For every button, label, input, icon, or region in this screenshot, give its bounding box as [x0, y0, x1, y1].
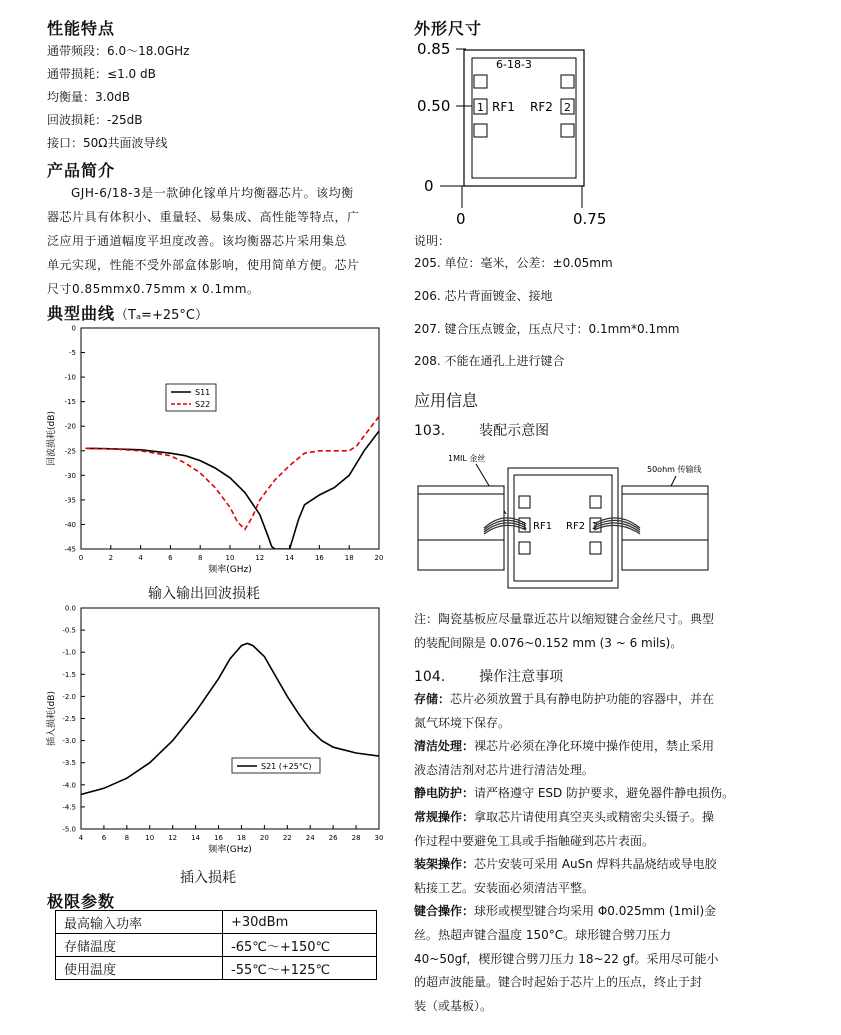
notes-title: 说明： [414, 234, 451, 248]
x-tick-label: 24 [305, 834, 315, 842]
wire-label: 1MIL 金丝 [448, 454, 486, 463]
note-item: 205. 单位：毫米，公差：±0.05mm [414, 256, 613, 270]
x-tick-label: 6 [168, 554, 173, 562]
y-tick-label: -15 [64, 398, 76, 407]
dim-y-bot: 0 [424, 177, 434, 195]
y-axis-label: 插入损耗(dB) [47, 691, 57, 746]
chip-inner-outline [472, 58, 576, 178]
assembly-heading: 103. 装配示意图 [414, 423, 550, 439]
bond-pad [561, 124, 574, 137]
x-tick-label: 10 [145, 834, 155, 842]
x-tick-label: 2 [108, 554, 114, 562]
table-row: 存储温度 -65℃～+150℃ [56, 934, 377, 957]
y-tick-label: -35 [64, 496, 76, 505]
limits-table [55, 910, 377, 980]
y-tick-label: 0 [71, 324, 76, 333]
plot-frame [81, 608, 379, 829]
perf-item: 均衡量：3.0dB [47, 90, 130, 104]
y-tick-label: -5 [69, 349, 76, 358]
series-line [86, 431, 380, 549]
y-tick-label: -3.0 [62, 737, 76, 746]
ops-item-bonding: 键合操作：球形或楔型键合均采用 Φ0.025mm (1mil)金 [414, 904, 717, 919]
note-item: 208. 不能在通孔上进行键合 [414, 354, 565, 368]
x-tick-label: 10 [225, 554, 235, 562]
section-title-application: 应用信息 [414, 391, 479, 410]
pad2-label: 2 [592, 521, 599, 532]
outline-drawing [410, 36, 630, 232]
x-axis-label: 频率(GHz) [208, 565, 252, 575]
x-tick-label: 4 [78, 834, 84, 842]
y-tick-label: -20 [64, 422, 76, 431]
bond-pad [561, 75, 574, 88]
chart2-caption: 插入损耗 [180, 870, 236, 886]
dim-x-left: 0 [456, 210, 466, 228]
x-tick-label: 18 [237, 834, 246, 842]
x-tick-label: 28 [351, 834, 361, 842]
x-tick-label: 16 [214, 834, 223, 842]
performance-list [47, 40, 189, 155]
x-tick-label: 14 [191, 834, 201, 842]
legend-label: S21 (+25°C) [261, 762, 312, 771]
line-label: 50ohm 传输线 [647, 465, 702, 474]
x-tick-label: 30 [374, 834, 384, 842]
rf2-label: RF2 [530, 100, 553, 114]
bond-pad [474, 75, 487, 88]
x-tick-label: 20 [374, 554, 384, 562]
x-axis-label: 频率(GHz) [208, 845, 252, 855]
section-title-intro: 产品简介 [47, 161, 116, 180]
y-tick-label: -3.5 [62, 759, 76, 768]
x-tick-label: 20 [259, 834, 269, 842]
y-tick-label: 0.0 [64, 604, 76, 613]
y-tick-label: -4.5 [62, 803, 76, 812]
y-tick-label: -1.5 [62, 670, 76, 679]
x-tick-label: 12 [255, 554, 265, 562]
chart1-caption: 输入输出回波损耗 [148, 586, 260, 602]
y-tick-label: -1.0 [62, 648, 76, 657]
y-tick-label: -5.0 [62, 825, 76, 834]
legend-label: S22 [195, 400, 211, 409]
perf-item: 回波损耗：-25dB [47, 113, 143, 127]
x-tick-label: 16 [314, 554, 324, 562]
x-tick-label: 14 [285, 554, 295, 562]
x-tick-label: 0 [78, 554, 84, 562]
series-line [86, 416, 380, 529]
ops-item-cleaning: 清洁处理：裸芯片必须在净化环境中操作使用，禁止采用 [414, 739, 715, 754]
section-title-performance: 性能特点 [47, 19, 116, 38]
y-tick-label: -45 [64, 545, 76, 554]
ops-item-storage: 存储：芯片必须放置于具有静电防护功能的容器中，并在 [414, 692, 715, 706]
assembly-diagram [414, 450, 754, 595]
ops-item-general: 常规操作：拿取芯片请使用真空夹头或精密尖头镊子。操 [414, 809, 715, 824]
dim-y-mid: 0.50 [417, 97, 451, 115]
dim-x-right: 0.75 [573, 210, 607, 228]
y-tick-label: -4.0 [62, 781, 76, 790]
y-tick-label: -25 [64, 447, 76, 456]
y-tick-label: -2.0 [62, 692, 76, 701]
y-tick-label: -2.5 [62, 715, 76, 723]
y-tick-label: -30 [64, 471, 76, 480]
x-tick-label: 18 [344, 554, 354, 562]
x-tick-label: 26 [328, 834, 338, 842]
plot-frame [81, 328, 379, 549]
perf-item: 通带损耗：≤1.0 dB [47, 67, 156, 81]
insertion-loss-chart [44, 600, 389, 862]
rf1-label: RF1 [533, 521, 553, 532]
section-title-outline: 外形尺寸 [414, 19, 483, 38]
perf-item: 接口：50Ω共面波导线 [47, 136, 168, 150]
section-title-limits: 极限参数 [47, 892, 116, 911]
left-substrate [418, 486, 504, 570]
assembly-note: 注：陶瓷基板应尽量靠近芯片以缩短键合金丝尺寸。典型 的装配间隙是 0.076~0.152 mm (3 ~ 6 mils)。 [414, 612, 715, 650]
table-row: 最高输入功率 +30dBm [56, 911, 377, 934]
intro-paragraph: GJH-6/18-3是一款砷化镓单片均衡器芯片。该均衡 器芯片具有体积小、重量轻、易集成、高性能等特点，广 泛应用于通道幅度平坦度改善。该均衡器芯片采用集总 单元实现，性能不受外部盒体影响，使用简单方便。芯片 尺寸0.85mmx0.75mm x 0.1mm。 [47, 186, 360, 296]
y-axis-label: 回波损耗(dB) [47, 411, 57, 466]
y-tick-label: -0.5 [62, 626, 76, 635]
operations-list: 存储：芯片必须放置于具有静电防护功能的容器中，并在 氮气环境下保存。 清洁处理：裸芯片必须在净化环境中操作使用，禁止采用 液态清洁剂对芯片进行清洁处理。 静电防护：请严格遵守 ESD 防护要求，避免器件静电损伤。 常规操作：拿取芯片请使用真空夹头或精密尖头镊子。操 作过程中要避免工具或手指触碰到芯片表面。 装架操作：芯片安装可采用 AuSn 焊料共晶烧结或导电胶 粘接工艺。安装面必须清洁平整。 键合操作：球形或楔型键合均采用 Φ0.025mm (1mil)金 丝。热超声键合温度 150°C。球形键合劈刀压力 40~50gf，楔形键合劈刀压力 18~22 gf。采用尽可能小 的超声波能量。键合时起始于芯片上的压点，终止于封 装（或基板）。 [414, 688, 759, 1018]
x-tick-label: 22 [282, 834, 292, 842]
x-tick-label: 8 [124, 834, 130, 842]
bond-pad [474, 124, 487, 137]
pad2-label: 2 [564, 101, 571, 114]
operations-heading: 104. 操作注意事项 [414, 669, 564, 685]
pad1-label: 1 [477, 101, 484, 114]
rf2-label: RF2 [566, 521, 586, 532]
chip-label: 6-18-3 [496, 58, 532, 71]
section-title-curves: 典型曲线（Tₐ=+25°C） [47, 304, 208, 323]
perf-item: 通带频段：6.0～18.0GHz [47, 44, 190, 58]
x-tick-label: 8 [197, 554, 203, 562]
table-row: 使用温度 -55℃～+125℃ [56, 957, 377, 980]
legend-label: S11 [195, 388, 211, 397]
y-tick-label: -40 [64, 520, 76, 529]
x-tick-label: 4 [138, 554, 143, 562]
return-loss-chart [44, 320, 389, 582]
ops-item-mounting: 装架操作：芯片安装可采用 AuSn 焊料共晶烧结或导电胶 [414, 857, 717, 872]
series-line [81, 643, 379, 794]
note-item: 207. 键合压点镀金，压点尺寸：0.1mm*0.1mm [414, 322, 680, 336]
rf1-label: RF1 [492, 100, 515, 114]
x-tick-label: 6 [101, 834, 107, 842]
ops-item-esd: 静电防护：请严格遵守 ESD 防护要求，避免器件静电损伤。 [414, 786, 735, 801]
dim-y-top: 0.85 [417, 40, 451, 58]
pad1-label: 1 [521, 521, 528, 532]
x-tick-label: 12 [168, 834, 178, 842]
note-item: 206. 芯片背面镀金、接地 [414, 289, 553, 303]
y-tick-label: -10 [64, 373, 76, 382]
